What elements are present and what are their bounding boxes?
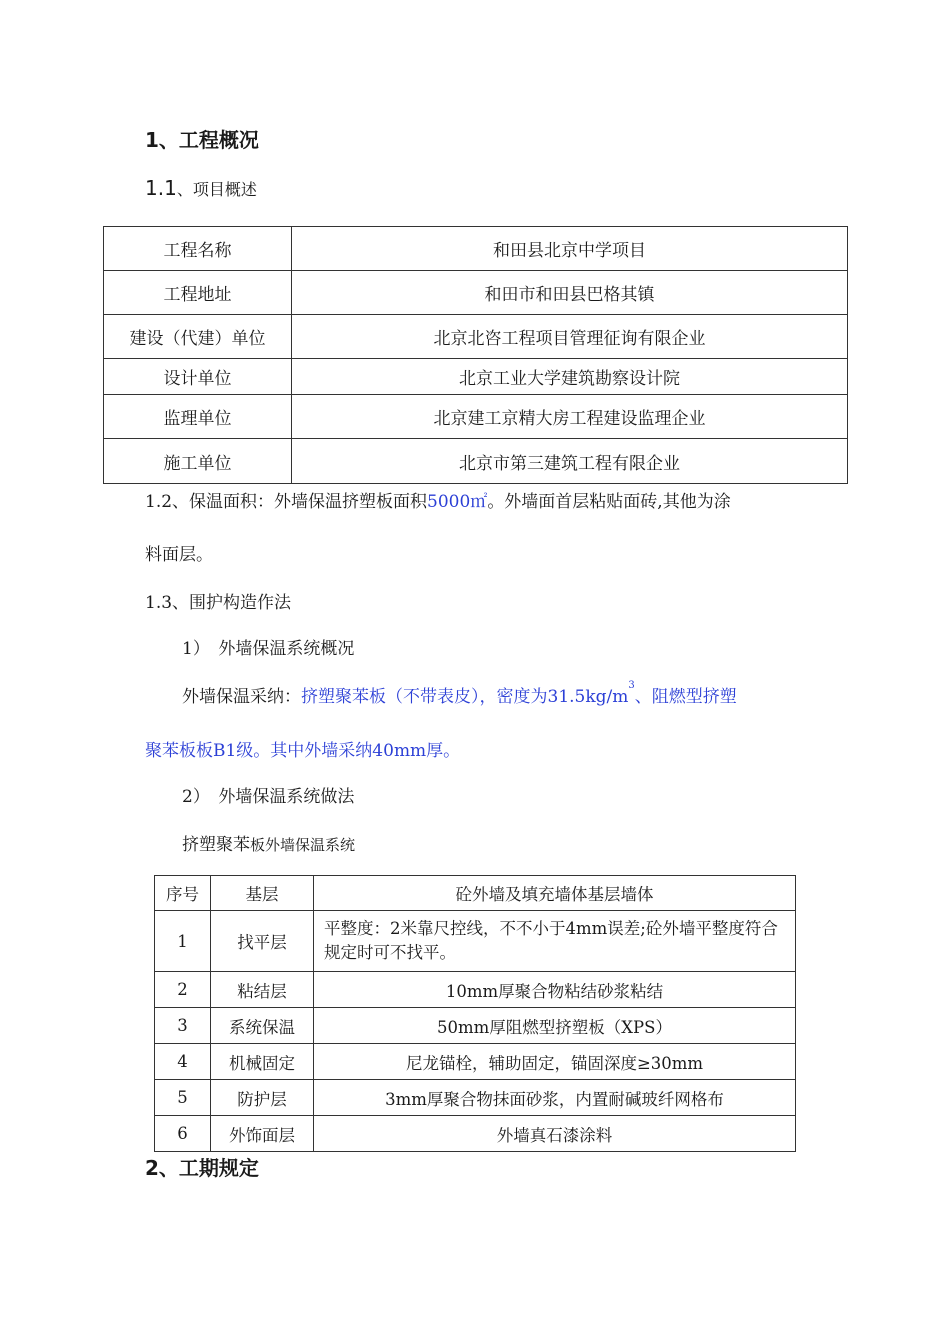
- insulation-system-table: [154, 875, 796, 1152]
- section-1-1-number: 1.1: [145, 176, 177, 200]
- info-label: 设计单位: [104, 359, 292, 395]
- table-row: [104, 395, 848, 439]
- row-no: 4: [155, 1044, 211, 1080]
- row-no: 3: [155, 1008, 211, 1044]
- project-info-table: [103, 226, 848, 484]
- info-value: 北京工业大学建筑勘察设计院: [292, 359, 848, 395]
- table-row: [104, 227, 848, 271]
- info-value: 北京建工京精大房工程建设监理企业: [292, 395, 848, 439]
- info-label: 工程名称: [104, 227, 292, 271]
- row-desc: 3mm厚聚合物抹面砂浆，内置耐碱玻纤网格布: [314, 1080, 796, 1116]
- info-value: 北京北咨工程项目管理征询有限企业: [292, 315, 848, 359]
- row-layer: 机械固定: [211, 1044, 314, 1080]
- table-row: [104, 315, 848, 359]
- info-value: 和田县北京中学项目: [292, 227, 848, 271]
- table-row: [155, 1116, 796, 1152]
- info-label: 施工单位: [104, 439, 292, 484]
- section-1-1-text: 、项目概述: [176, 180, 257, 199]
- info-value: 北京市第三建筑工程有限企业: [292, 439, 848, 484]
- insulation-area-line2: 料面层。: [145, 545, 213, 565]
- system-caption-part1: 挤塑聚苯: [182, 835, 250, 855]
- info-label: 工程地址: [104, 271, 292, 315]
- row-no: 2: [155, 972, 211, 1008]
- material-prefix: 外墙保温采纳：: [182, 687, 301, 707]
- material-paragraph: [182, 682, 737, 707]
- row-desc: 50mm厚阻燃型挤塑板（XPS）: [314, 1008, 796, 1044]
- header-layer: 基层: [211, 876, 314, 911]
- table-row: [155, 1080, 796, 1116]
- row-no: 5: [155, 1080, 211, 1116]
- row-layer: 防护层: [211, 1080, 314, 1116]
- row-desc: 平整度：2米靠尺控线，不不小于4mm误差;砼外墙平整度符合规定时可不找平。: [314, 911, 796, 972]
- header-no: 序号: [155, 876, 211, 911]
- table-row: [155, 1044, 796, 1080]
- insulation-area-paragraph: [145, 487, 731, 512]
- row-desc: 10mm厚聚合物粘结砂浆粘结: [314, 972, 796, 1008]
- material-line2: 聚苯板板B1级。其中外墙采纳40mm厚。: [145, 741, 461, 761]
- row-layer: 外饰面层: [211, 1116, 314, 1152]
- subsection-1-title: 1） 外墙保温系统概况: [182, 639, 355, 659]
- section-2-title: 2、工期规定: [145, 1156, 259, 1180]
- material-spec: 挤塑聚苯板（不带表皮），密度为31.5kg/m: [301, 687, 629, 707]
- row-desc: 尼龙锚栓，辅助固定，锚固深度≥30mm: [314, 1044, 796, 1080]
- system-caption-part2: 板外墙保温系统: [250, 836, 356, 854]
- table-row: [155, 911, 796, 972]
- material-spec-superscript: 3: [628, 680, 635, 691]
- table-row: [155, 972, 796, 1008]
- info-label: 监理单位: [104, 395, 292, 439]
- section-1-1-title: [145, 176, 257, 200]
- row-layer: 粘结层: [211, 972, 314, 1008]
- insulation-area-prefix: 1.2、保温面积：外墙保温挤塑板面积: [145, 492, 428, 512]
- section-1-title: 1、工程概况: [145, 128, 259, 152]
- material-spec-continued: 、阻燃型挤塑: [634, 687, 737, 707]
- table-header-row: [155, 876, 796, 911]
- insulation-area-suffix: 。外墙面首层粘贴面砖,其他为涂: [487, 492, 731, 512]
- row-no: 6: [155, 1116, 211, 1152]
- table-row: [104, 359, 848, 395]
- subsection-2-title: 2） 外墙保温系统做法: [182, 787, 355, 807]
- info-label: 建设（代建）单位: [104, 315, 292, 359]
- row-desc: 外墙真石漆涂料: [314, 1116, 796, 1152]
- system-caption: [182, 830, 355, 855]
- header-desc: 砼外墙及填充墙体基层墙体: [314, 876, 796, 911]
- row-no: 1: [155, 911, 211, 972]
- table-row: [104, 439, 848, 484]
- table-row: [155, 1008, 796, 1044]
- insulation-area-value: 5000㎡: [427, 492, 488, 512]
- envelope-construction-title: 1.3、围护构造作法: [145, 593, 292, 613]
- row-layer: 系统保温: [211, 1008, 314, 1044]
- table-row: [104, 271, 848, 315]
- row-layer: 找平层: [211, 911, 314, 972]
- info-value: 和田市和田县巴格其镇: [292, 271, 848, 315]
